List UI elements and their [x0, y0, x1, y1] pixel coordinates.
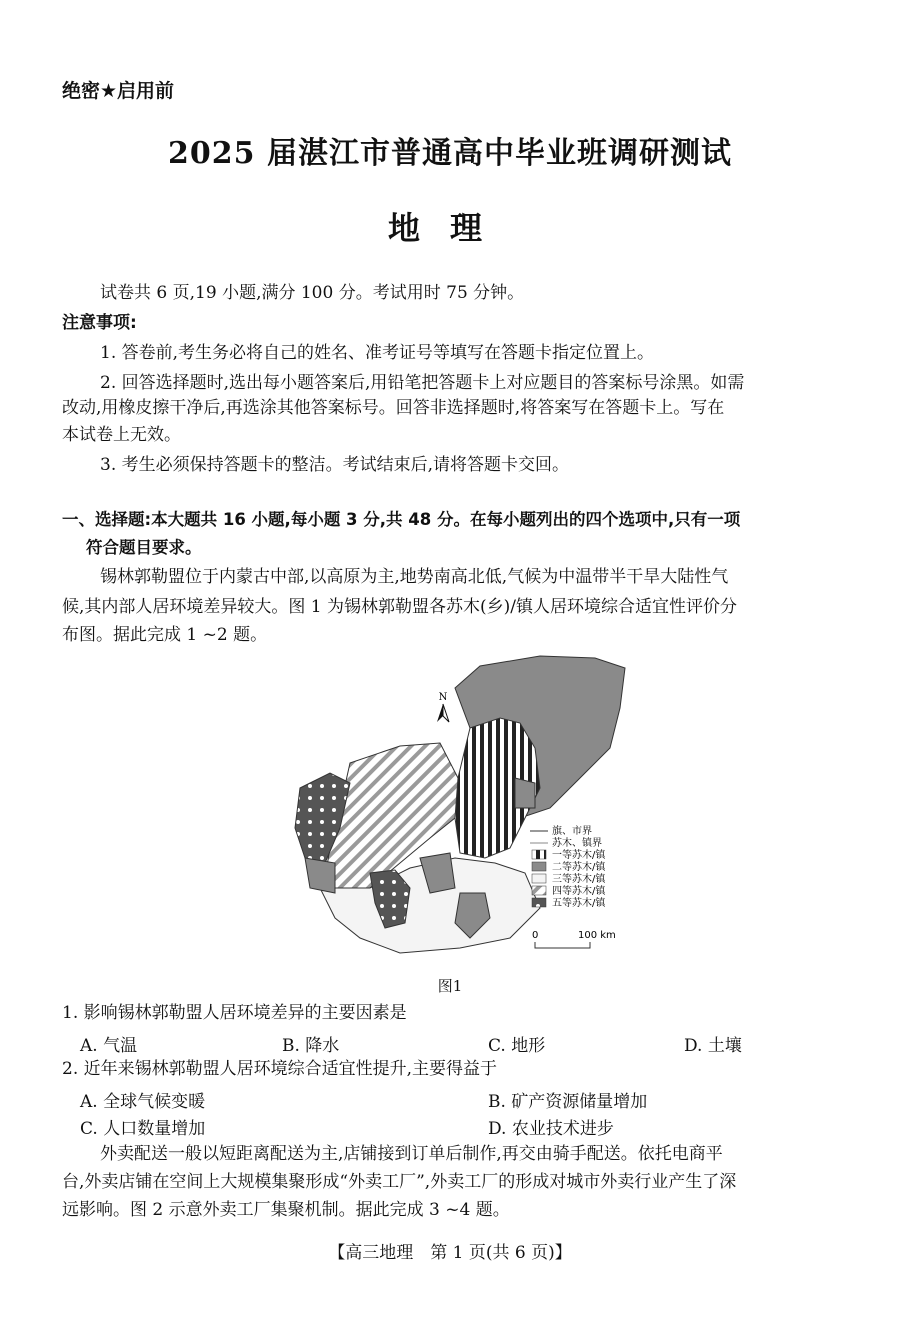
figure-1-caption: 图1 [437, 977, 463, 995]
question-2-stem: 2. 近年来锡林郭勒盟人居环境综合适宜性提升,主要得益于 [62, 1059, 498, 1079]
question-2-option-d: D. 农业技术进步 [488, 1119, 614, 1139]
question-1-option-c: C. 地形 [488, 1036, 546, 1056]
legend-item: 四等苏木/镇 [552, 886, 606, 897]
section-heading-line-1: 一、选择题:本大题共 16 小题,每小题 3 分,共 48 分。在每小题列出的四个选项中,只有一项 [62, 510, 741, 529]
passage-2-line-1: 外卖配送一般以短距离配送为主,店铺接到订单后制作,再交由骑手配送。依托电商平 [100, 1144, 723, 1164]
notice-item-1: 1. 答卷前,考生务必将自己的姓名、准考证号等填写在答题卡指定位置上。 [100, 343, 655, 363]
section-heading-line-2: 符合题目要求。 [86, 538, 202, 557]
question-1-option-d: D. 土壤 [684, 1036, 742, 1056]
figure-1-map [280, 648, 640, 968]
passage-2-line-3: 远影响。图 2 示意外卖工厂集聚机制。据此完成 3 ~4 题。 [62, 1200, 510, 1220]
passage-1-line-3: 布图。据此完成 1 ~2 题。 [62, 625, 268, 645]
legend-item: 五等苏木/镇 [552, 898, 606, 909]
subject-title: 地理 [387, 209, 512, 247]
page-footer: 【高三地理 第 1 页(共 6 页)】 [328, 1243, 572, 1263]
passage-1-line-1: 锡林郭勒盟位于内蒙古中部,以高原为主,地势南高北低,气候为中温带半干旱大陆性气 [100, 567, 729, 587]
question-1-stem: 1. 影响锡林郭勒盟人居环境差异的主要因素是 [62, 1003, 407, 1023]
question-2-option-b: B. 矿产资源储量增加 [488, 1092, 648, 1112]
question-2-option-a: A. 全球气候变暖 [80, 1092, 206, 1112]
exam-title: 2025 届湛江市普通高中毕业班调研测试 [168, 136, 732, 171]
scale-start: 0 [532, 930, 539, 941]
exam-intro: 试卷共 6 页,19 小题,满分 100 分。考试用时 75 分钟。 [100, 283, 525, 303]
notice-item-2-line-3: 本试卷上无效。 [62, 425, 181, 445]
notice-heading: 注意事项: [62, 313, 137, 333]
notice-item-2-line-1: 2. 回答选择题时,选出每小题答案后,用铅笔把答题卡上对应题目的答案标号涂黑。如需 [100, 373, 745, 393]
passage-1-line-2: 候,其内部人居环境差异较大。图 1 为锡林郭勒盟各苏木(乡)/镇人居环境综合适宜性评价分 [62, 597, 738, 617]
confidential-label: 绝密★启用前 [62, 80, 175, 102]
question-2-option-c: C. 人口数量增加 [80, 1119, 206, 1139]
question-1-option-b: B. 降水 [282, 1036, 340, 1056]
legend-item: 一等苏木/镇 [552, 850, 606, 861]
scale-end: 100 km [578, 930, 616, 941]
question-1-option-a: A. 气温 [80, 1036, 138, 1056]
legend-item: 旗、市界 [552, 826, 592, 837]
north-arrow-icon [437, 704, 443, 722]
legend-item: 苏木、镇界 [552, 838, 602, 849]
scale-bar [535, 942, 590, 948]
legend-item: 二等苏木/镇 [552, 862, 606, 873]
notice-item-3: 3. 考生必须保持答题卡的整洁。考试结束后,请将答题卡交回。 [100, 455, 570, 475]
notice-item-2-line-2: 改动,用橡皮擦干净后,再选涂其他答案标号。回答非选择题时,将答案写在答题卡上。写在 [62, 398, 725, 418]
passage-2-line-2: 台,外卖店铺在空间上大规模集聚形成“外卖工厂”,外卖工厂的形成对城市外卖行业产生了深 [62, 1172, 737, 1192]
legend-item: 三等苏木/镇 [552, 874, 606, 885]
north-label: N [438, 692, 448, 703]
